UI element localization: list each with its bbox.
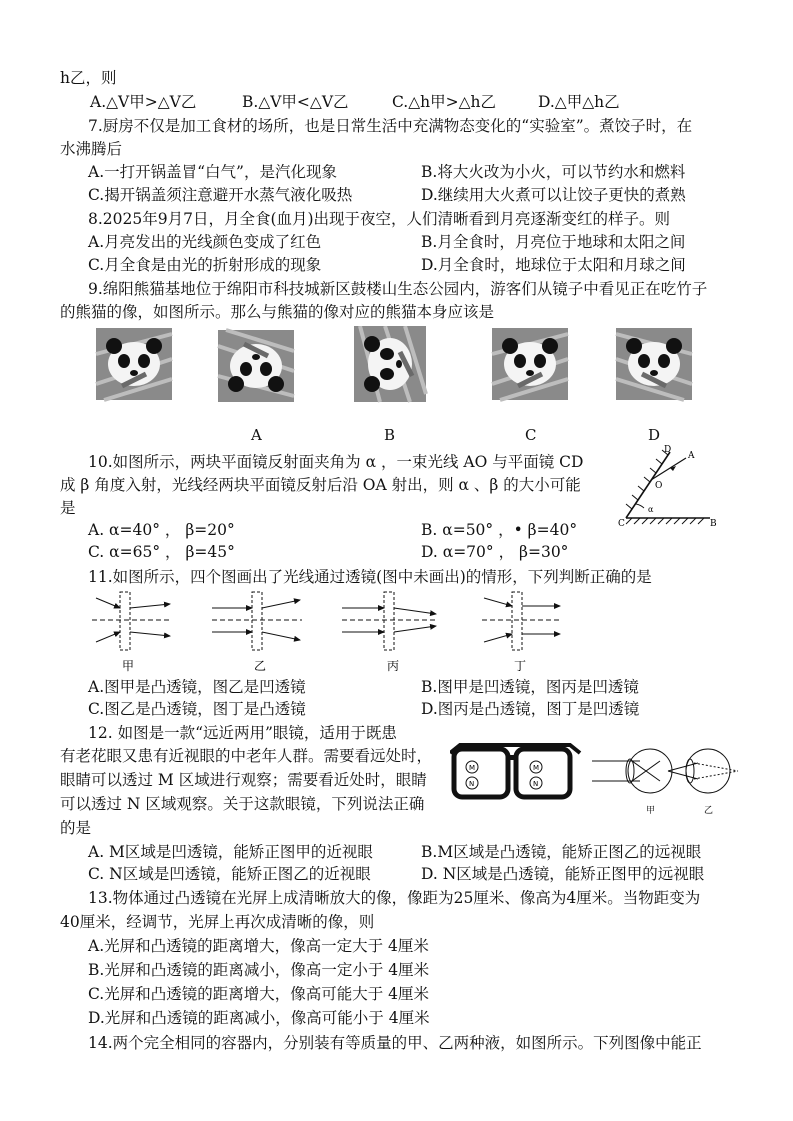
q11-option-a: A.图甲是凸透镜，图乙是凹透镜 bbox=[88, 678, 306, 696]
eye-label-yi: 乙 bbox=[704, 806, 714, 815]
q8-option-b: B.月全食时，月亮位于地球和太阳之间 bbox=[421, 233, 686, 251]
q11-label-jia: 甲 bbox=[122, 659, 135, 673]
q7-option-d: D.继续用大火煮可以让饺子更快的煮熟 bbox=[421, 186, 686, 204]
q10-option-c: C. α=65° ， β=45° bbox=[88, 543, 235, 561]
panda-option-b bbox=[354, 326, 426, 402]
q10-label-alpha: α bbox=[648, 505, 654, 514]
q10-label-c: C bbox=[618, 519, 625, 528]
q10-option-d: D. α=70° ， β=30° bbox=[421, 543, 569, 561]
q9-stem-1: 9.绵阳熊猫基地位于绵阳市科技城新区鼓楼山生态公园内，游客们从镜子中看见正在吃竹子 bbox=[88, 280, 708, 298]
eye-diagram-jia bbox=[592, 749, 672, 793]
q7-stem-2: 水沸腾后 bbox=[60, 140, 123, 158]
eye-diagram-yi bbox=[668, 749, 738, 793]
glasses-label-m-right: M bbox=[533, 764, 540, 772]
q7-stem-1: 7.厨房不仅是加工食材的场所，也是日常生活中充满物态变化的“实验室”。煮饺子时，在 bbox=[88, 117, 693, 135]
q10-label-b: B bbox=[710, 519, 717, 528]
lens-diagram-bing bbox=[342, 592, 438, 650]
q13-stem-2: 40厘米，经调节，光屏上再次成清晰的像，则 bbox=[60, 913, 375, 931]
q9-label-a: A bbox=[251, 426, 262, 444]
lens-diagram-ding bbox=[482, 592, 562, 650]
q9-label-d: D bbox=[648, 426, 661, 444]
panda-original bbox=[96, 328, 172, 400]
q12-option-c: C. N区域是凹透镜，能矫正图乙的近视眼 bbox=[88, 865, 371, 883]
q9-label-b: B bbox=[384, 426, 396, 444]
q10-mirror-figure bbox=[618, 440, 718, 528]
q6-option-c: C.△h甲>△h乙 bbox=[392, 93, 497, 111]
q11-label-ding: 丁 bbox=[514, 659, 527, 673]
q6-option-a: A.△V甲>△V乙 bbox=[90, 93, 197, 111]
q11-option-d: D.图丙是凸透镜，图丁是凹透镜 bbox=[421, 700, 640, 718]
q10-option-a: A. α=40° ， β=20° bbox=[88, 521, 235, 539]
q11-stem: 11.如图所示，四个图画出了光线通过透镜(图中未画出)的情形，下列判断正确的是 bbox=[88, 568, 652, 586]
q11-lens-figure bbox=[92, 590, 692, 674]
panda-option-d bbox=[616, 328, 692, 400]
q8-option-c: C.月全食是由光的折射形成的现象 bbox=[88, 256, 322, 274]
q6-option-b: B.△V甲<△V乙 bbox=[242, 93, 349, 111]
q13-option-d: D.光屏和凸透镜的距离减小，像高可能小于 4厘米 bbox=[88, 1009, 430, 1027]
glasses-label-n-right: N bbox=[533, 780, 539, 788]
q12-option-d: D. N区域是凸透镜，能矫正图甲的远视眼 bbox=[421, 865, 705, 883]
lens-diagram-yi bbox=[212, 592, 302, 650]
q12-glasses-figure bbox=[450, 735, 740, 815]
glasses-label-m-left: M bbox=[469, 764, 476, 772]
q8-stem: 8.2025年9月7日，月全食(血月)出现于夜空，人们清晰看到月亮逐渐变红的样子。则 bbox=[88, 210, 671, 228]
q12-stem-4: 可以透过 N 区域观察。关于这款眼镜，下列说法正确 bbox=[60, 795, 425, 813]
q9-panda-figure bbox=[90, 326, 730, 444]
q12-stem-2: 有老花眼又患有近视眼的中老年人群。需要看远处时， bbox=[60, 747, 433, 765]
lens-diagram-jia bbox=[92, 592, 172, 650]
q12-option-b: B.M区域是凸透镜，能矫正图乙的远视眼 bbox=[421, 843, 702, 861]
panda-option-c bbox=[492, 328, 568, 400]
q11-option-b: B.图甲是凹透镜，图丙是凹透镜 bbox=[421, 678, 639, 696]
glasses-label-n-left: N bbox=[469, 780, 475, 788]
q10-stem-2: 成 β 角度入射，光线经两块平面镜反射后沿 OA 射出，则 α 、β 的大小可能 bbox=[60, 476, 581, 494]
q6-option-d: D.△甲△h乙 bbox=[538, 93, 620, 111]
q7-option-c: C.揭开锅盖须注意避开水蒸气液化吸热 bbox=[88, 186, 353, 204]
q8-option-a: A.月亮发出的光线颜色变成了红色 bbox=[88, 233, 322, 251]
q10-option-b: B. α=50° ，• β=40° bbox=[421, 521, 578, 539]
q11-option-c: C.图乙是凸透镜，图丁是凸透镜 bbox=[88, 700, 306, 718]
q11-label-bing: 丙 bbox=[387, 659, 400, 673]
q10-label-o: O bbox=[655, 481, 663, 491]
q12-option-a: A. M区域是凹透镜，能矫正图甲的近视眼 bbox=[88, 843, 373, 861]
q9-label-c: C bbox=[525, 426, 537, 444]
q7-option-b: B.将大火改为小火，可以节约水和燃料 bbox=[421, 163, 686, 181]
q9-stem-2: 的熊猫的像，如图所示。那么与熊猫的像对应的熊猫本身应该是 bbox=[60, 303, 495, 321]
q6-tail-line: h乙，则 bbox=[60, 69, 117, 87]
eye-label-jia: 甲 bbox=[646, 806, 656, 815]
glasses-image bbox=[450, 745, 580, 797]
q14-stem: 14.两个完全相同的容器内，分别装有等质量的甲、乙两种液，如图所示。下列图像中能正 bbox=[88, 1034, 702, 1052]
panda-option-a bbox=[218, 330, 294, 402]
q10-stem-3: 是 bbox=[60, 499, 76, 517]
q8-option-d: D.月全食时，地球位于太阳和月球之间 bbox=[421, 256, 686, 274]
q12-stem-5: 的是 bbox=[60, 819, 92, 837]
q11-label-yi: 乙 bbox=[254, 659, 267, 673]
q10-label-a: A bbox=[688, 451, 695, 461]
q10-label-d: D bbox=[664, 445, 672, 455]
q12-stem-1: 12. 如图是一款“远近两用”眼镜，适用于既患 bbox=[88, 724, 397, 742]
q13-option-c: C.光屏和凸透镜的距离增大，像高可能大于 4厘米 bbox=[88, 985, 430, 1003]
q7-option-a: A.一打开锅盖冒“白气”，是汽化现象 bbox=[88, 163, 337, 181]
q12-stem-3: 眼睛可以透过 M 区域进行观察；需要看近处时，眼睛 bbox=[60, 771, 427, 789]
q13-option-a: A.光屏和凸透镜的距离增大，像高一定大于 4厘米 bbox=[88, 937, 429, 955]
q10-stem-1: 10.如图所示，两块平面镜反射面夹角为 α ，一束光线 AO 与平面镜 CD bbox=[88, 453, 584, 471]
q13-stem-1: 13.物体通过凸透镜在光屏上成清晰放大的像，像距为25厘米、像高为4厘米。当物距变为 bbox=[88, 889, 701, 907]
q13-option-b: B.光屏和凸透镜的距离减小，像高一定小于 4厘米 bbox=[88, 961, 430, 979]
